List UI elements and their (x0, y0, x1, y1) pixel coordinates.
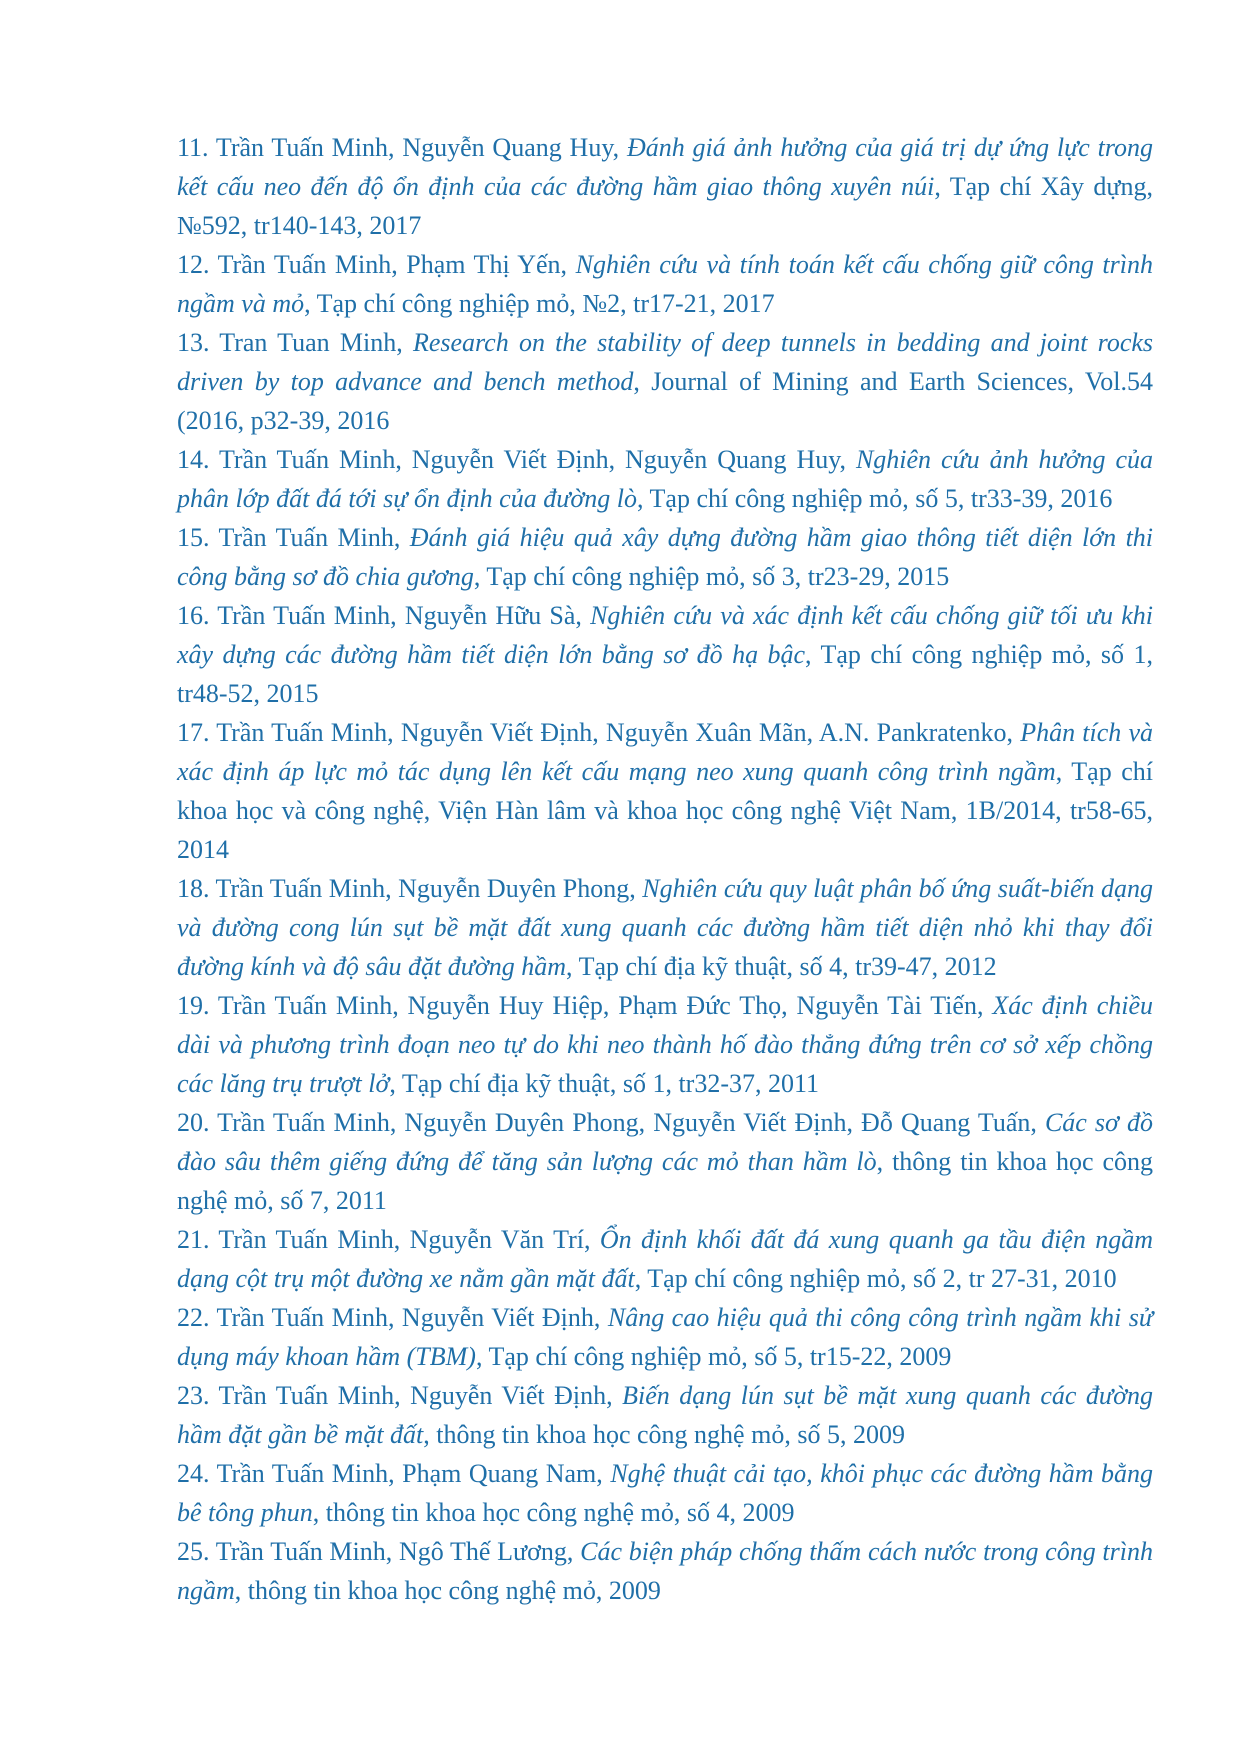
reference-authors: Trần Tuấn Minh, Nguyễn Viết Định, (216, 1303, 601, 1332)
reference-number: 24. (177, 1459, 210, 1488)
reference-item (177, 596, 1153, 713)
reference-number: 25. (177, 1537, 210, 1566)
reference-title: Nghiên cứu quy luật phân bố ứng suất-biến dạng và đường cong lún sụt bề mặt đất xung quanh các đường hầm tiết diện nhỏ khi thay đổi đường kính và độ sâu đặt đường hầm (177, 874, 1154, 981)
reference-title: Biến dạng lún sụt bề mặt xung quanh các đường hầm đặt gần bề mặt đất (177, 1381, 1153, 1449)
reference-authors: Trần Tuấn Minh, Nguyễn Viết Định, (218, 1381, 613, 1410)
reference-source: , Journal of Mining and Earth Sciences, Vol.54 (2016, p32-39, 2016 (177, 367, 1153, 435)
reference-authors: Trần Tuấn Minh, Nguyễn Văn Trí, (218, 1225, 591, 1254)
reference-title: Đánh giá hiệu quả xây dựng đường hầm giao thông tiết diện lớn thi công bằng sơ đồ chia gương (177, 523, 1154, 591)
reference-title: Các biện pháp chống thấm cách nước trong công trình ngầm (177, 1537, 1153, 1605)
reference-title: Nghiên cứu và xác định kết cấu chống giữ tối ưu khi xây dựng các đường hầm tiết diện lớn bằng sơ đồ hạ bậc (177, 601, 1153, 669)
reference-authors: Trần Tuấn Minh, Phạm Thị Yến, (217, 250, 568, 279)
reference-title: Nghệ thuật cải tạo, khôi phục các đường hầm bằng bê tông phun (177, 1459, 1154, 1527)
reference-authors: Trần Tuấn Minh, Phạm Quang Nam, (216, 1459, 603, 1488)
reference-title: Nghiên cứu ảnh hưởng của phân lớp đất đá tới sự ổn định của đường lò (177, 445, 1154, 513)
reference-source: , thông tin khoa học công nghệ mỏ, số 4, 2009 (312, 1498, 795, 1527)
reference-source: , Tạp chí địa kỹ thuật, số 1, tr32-37, 2011 (389, 1069, 820, 1098)
reference-source: , Tạp chí Xây dựng, №592, tr140-143, 2017 (177, 172, 1153, 240)
reference-item (177, 1532, 1153, 1610)
reference-authors: Trần Tuấn Minh, Nguyễn Huy Hiệp, Phạm Đức Thọ, Nguyễn Tài Tiến, (217, 991, 984, 1020)
reference-source: , Tạp chí công nghiệp mỏ, số 3, tr23-29, 2015 (473, 562, 950, 591)
reference-source: , thông tin khoa học công nghệ mỏ, số 7, 2011 (177, 1147, 1153, 1215)
reference-source: , Tạp chí công nghiệp mỏ, số 5, tr15-22, 2009 (475, 1342, 952, 1371)
reference-item (177, 986, 1153, 1103)
reference-authors: Trần Tuấn Minh, Nguyễn Hữu Sà, (217, 601, 582, 630)
reference-item (177, 440, 1153, 518)
reference-source: , Tạp chí công nghiệp mỏ, №2, tr17-21, 2017 (304, 289, 775, 318)
reference-source: , Tạp chí khoa học và công nghệ, Viện Hàn lâm và khoa học công nghệ Việt Nam, 1B/2014, tr58-65, 2014 (177, 757, 1153, 864)
reference-title: Đánh giá ảnh hưởng của giá trị dự ứng lực trong kết cấu neo đến độ ổn định của các đường hầm giao thông xuyên núi (177, 133, 1153, 201)
reference-number: 23. (177, 1381, 210, 1410)
reference-number: 12. (177, 250, 210, 279)
reference-source: , Tạp chí công nghiệp mỏ, số 1, tr48-52, 2015 (177, 640, 1153, 708)
reference-item (177, 1103, 1153, 1220)
reference-authors: Trần Tuấn Minh, Nguyễn Quang Huy, (215, 133, 620, 162)
reference-title: Nâng cao hiệu quả thi công công trình ngầm khi sử dụng máy khoan hầm (TBM) (177, 1303, 1154, 1371)
reference-item (177, 518, 1153, 596)
reference-title: Research on the stability of deep tunnels in bedding and joint rocks driven by top advance and bench method (177, 328, 1154, 396)
reference-number: 21. (177, 1225, 210, 1254)
reference-number: 15. (177, 523, 210, 552)
reference-source: , thông tin khoa học công nghệ mỏ, số 5, 2009 (423, 1420, 905, 1449)
reference-item (177, 869, 1153, 986)
reference-source: , Tạp chí công nghiệp mỏ, số 5, tr33-39, 2016 (637, 484, 1113, 513)
reference-authors: Trần Tuấn Minh, Nguyễn Viết Định, Nguyễn Xuân Mãn, A.N. Pankratenko, (216, 718, 1014, 747)
reference-source: , Tạp chí địa kỹ thuật, số 4, tr39-47, 2012 (566, 952, 997, 981)
reference-number: 20. (177, 1108, 210, 1137)
reference-source: , thông tin khoa học công nghệ mỏ, 2009 (234, 1576, 661, 1605)
reference-item (177, 1298, 1153, 1376)
reference-title: Xác định chiều dài và phương trình đoạn neo tự do khi neo thành hố đào thẳng đứng trên cơ sở xếp chồng các lăng trụ trượt lở (177, 991, 1154, 1098)
reference-title: Phân tích và xác định áp lực mỏ tác dụng lên kết cấu mạng neo xung quanh công trình ngầm (177, 718, 1153, 786)
reference-item (177, 713, 1153, 869)
reference-authors: Trần Tuấn Minh, (218, 523, 401, 552)
reference-authors: Trần Tuấn Minh, Ngô Thế Lương, (215, 1537, 574, 1566)
reference-item (177, 1376, 1153, 1454)
reference-number: 14. (177, 445, 210, 474)
reference-number: 16. (177, 601, 210, 630)
reference-item (177, 1220, 1153, 1298)
reference-authors: Trần Tuấn Minh, Nguyễn Duyên Phong, Nguyễn Viết Định, Đỗ Quang Tuấn, (217, 1108, 1037, 1137)
reference-number: 18. (177, 874, 210, 903)
reference-item (177, 1454, 1153, 1532)
reference-title: Nghiên cứu và tính toán kết cấu chống giữ công trình ngầm và mỏ (177, 250, 1153, 318)
reference-number: 19. (177, 991, 210, 1020)
reference-number: 17. (177, 718, 210, 747)
reference-list (177, 128, 1153, 1610)
reference-number: 11. (177, 133, 209, 162)
reference-item (177, 128, 1153, 245)
reference-authors: Trần Tuấn Minh, Nguyễn Viết Định, Nguyễn Quang Huy, (218, 445, 847, 474)
reference-item (177, 245, 1153, 323)
reference-number: 22. (177, 1303, 210, 1332)
reference-authors: Tran Tuan Minh, (219, 328, 403, 357)
reference-authors: Trần Tuấn Minh, Nguyễn Duyên Phong, (215, 874, 636, 903)
reference-number: 13. (177, 328, 210, 357)
reference-item (177, 323, 1153, 440)
reference-title: Các sơ đồ đào sâu thêm giếng đứng để tăng sản lượng các mỏ than hầm lò (177, 1108, 1154, 1176)
reference-title: Ổn định khối đất đá xung quanh ga tầu điện ngầm dạng cột trụ một đường xe nằm gần mặt đất (177, 1225, 1154, 1293)
reference-source: , Tạp chí công nghiệp mỏ, số 2, tr 27-31, 2010 (634, 1264, 1117, 1293)
